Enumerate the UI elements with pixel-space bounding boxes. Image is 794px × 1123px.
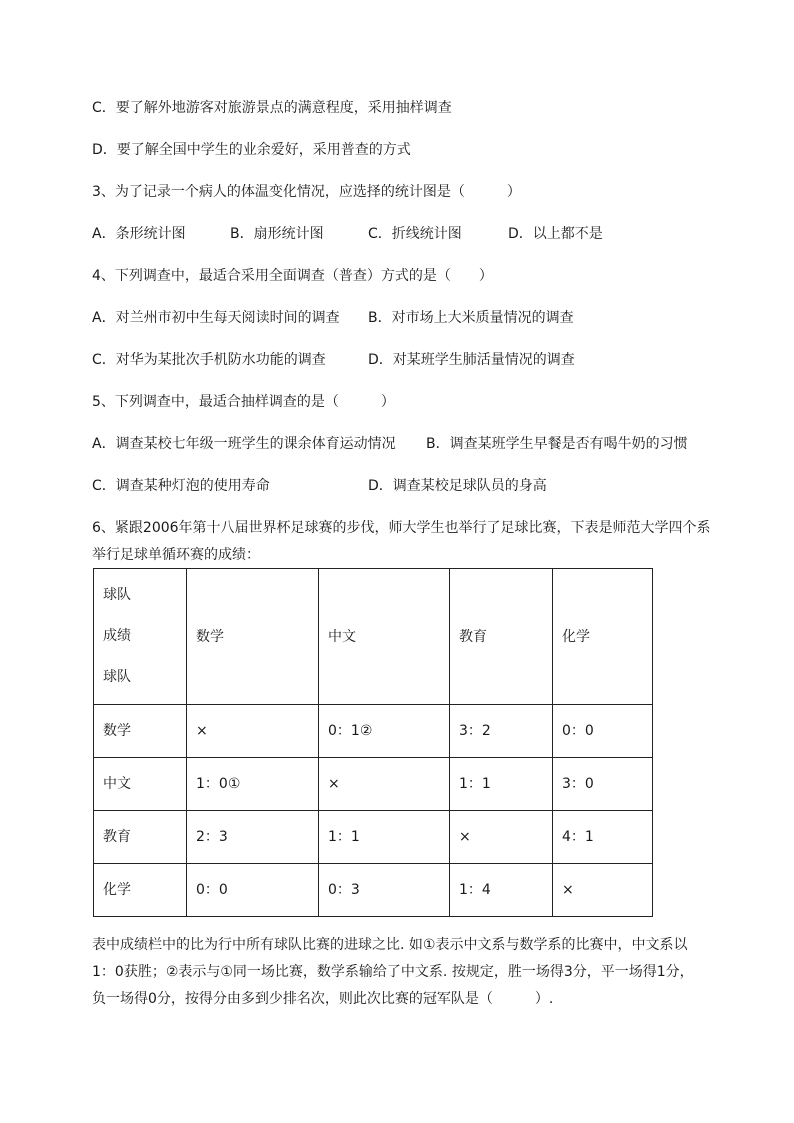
table-cell: 0：3: [319, 864, 450, 917]
table-cell: 0：1②: [319, 705, 450, 758]
table-cell: ×: [319, 758, 450, 811]
q4-option-c: C．对华为某批次手机防水功能的调查: [92, 352, 326, 368]
q3-option-c: C．折线统计图: [368, 226, 462, 242]
q5-option-a: A．调查某校七年级一班学生的课余体育运动情况: [92, 436, 396, 452]
table-cell: ×: [187, 705, 319, 758]
q6-note-line-3: 负一场得0分，按得分由多到少排名次，则此次比赛的冠军队是（ ）.: [92, 991, 554, 1007]
q3-option-d: D．以上都不是: [508, 226, 603, 242]
table-row: [94, 705, 653, 758]
row-header-chinese: 中文: [94, 758, 187, 811]
table-row: [94, 758, 653, 811]
q4-option-b: B．对市场上大米质量情况的调查: [368, 310, 574, 326]
row-header-math: 数学: [94, 705, 187, 758]
q4-option-d: D．对某班学生肺活量情况的调查: [368, 352, 575, 368]
column-header-math: 数学: [187, 569, 319, 705]
column-header-chemistry: 化学: [553, 569, 653, 705]
q6-stem-line-1: 6、紧跟2006年第十八届世界杯足球赛的步伐，师大学生也举行了足球比赛，下表是师范大学四个系: [92, 520, 711, 536]
table-cell: 1：1: [450, 758, 553, 811]
table-cell: ×: [553, 864, 653, 917]
q5-option-d: D．调查某校足球队员的身高: [368, 478, 547, 494]
q5-option-b: B．调查某班学生早餐是否有喝牛奶的习惯: [426, 436, 688, 452]
table-cell: 3：2: [450, 705, 553, 758]
q2-option-d: D．要了解全国中学生的业余爱好，采用普查的方式: [92, 142, 411, 158]
table-cell: 1：1: [319, 811, 450, 864]
table-row: [94, 864, 653, 917]
q5-option-c: C．调查某种灯泡的使用寿命: [92, 478, 270, 494]
table-row: [94, 811, 653, 864]
q3-option-b: B．扇形统计图: [230, 226, 324, 242]
q4-stem: 4、下列调查中，最适合采用全面调查（普查）方式的是（ ）: [92, 268, 493, 284]
column-header-chinese: 中文: [319, 569, 450, 705]
table-cell: 4：1: [553, 811, 653, 864]
q2-option-c: C．要了解外地游客对旅游景点的满意程度，采用抽样调查: [92, 100, 452, 116]
q6-note-line-2: 1：0获胜；②表示与①同一场比赛，数学系输给了中文系. 按规定，胜一场得3分，平一场得1分，: [92, 964, 694, 980]
row-header-education: 教育: [94, 811, 187, 864]
table-cell: 0：0: [187, 864, 319, 917]
table-cell: 0：0: [553, 705, 653, 758]
results-table-wrapper: [93, 568, 653, 917]
table-cell: 3：0: [553, 758, 653, 811]
q4-option-a: A．对兰州市初中生每天阅读时间的调查: [92, 310, 340, 326]
table-cell: 1：0①: [187, 758, 319, 811]
column-header-education: 教育: [450, 569, 553, 705]
results-table: [93, 568, 653, 917]
table-header-row: [94, 569, 653, 705]
q5-stem: 5、下列调查中，最适合抽样调查的是（ ）: [92, 394, 395, 410]
corner-label-middle: 成绩: [103, 628, 131, 644]
q6-note-line-1: 表中成绩栏中的比为行中所有球队比赛的进球之比. 如①表示中文系与数学系的比赛中，中文系以: [92, 937, 688, 953]
table-cell: ×: [450, 811, 553, 864]
corner-cell: [94, 569, 187, 705]
table-cell: 2：3: [187, 811, 319, 864]
table-cell: 1：4: [450, 864, 553, 917]
corner-label-bottom: 球队: [103, 669, 131, 685]
q6-stem-line-2: 举行足球单循环赛的成绩：: [92, 547, 260, 563]
corner-label-top: 球队: [103, 587, 131, 603]
q3-option-a: A．条形统计图: [92, 226, 186, 242]
q3-stem: 3、为了记录一个病人的体温变化情况，应选择的统计图是（ ）: [92, 184, 521, 200]
row-header-chemistry: 化学: [94, 864, 187, 917]
